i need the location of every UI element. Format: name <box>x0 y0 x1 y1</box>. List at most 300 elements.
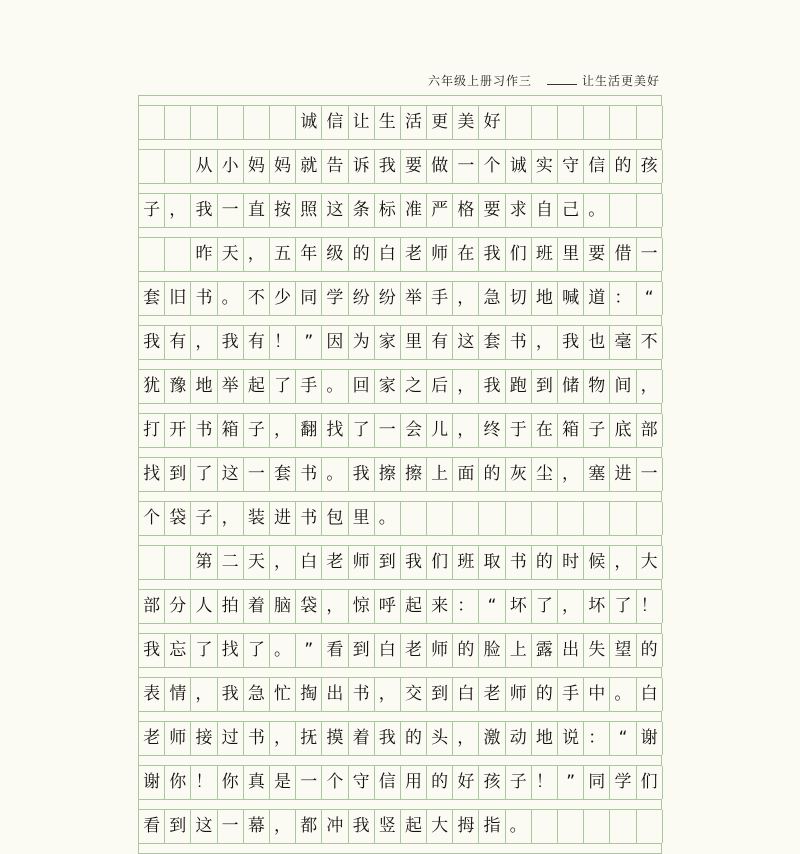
grid-cell <box>506 502 532 535</box>
grid-cell: 候 <box>584 546 610 579</box>
grid-cell: 我 <box>558 326 584 359</box>
grid-cell <box>637 194 663 227</box>
grid-cell: 箱 <box>218 414 244 447</box>
grid-cell: 了 <box>191 634 217 667</box>
grid-cell: 打 <box>139 414 165 447</box>
grid-cell <box>558 502 584 535</box>
writing-grid <box>138 95 662 854</box>
grid-cell: 格 <box>453 194 479 227</box>
grid-cell: 按 <box>270 194 296 227</box>
grid-cell: 二 <box>218 546 244 579</box>
grid-cell: 生 <box>375 106 401 139</box>
grid-cell: 标 <box>375 194 401 227</box>
grid-cell: ， <box>165 194 191 227</box>
grid-cell: 到 <box>165 458 191 491</box>
grid-cell: 信 <box>322 106 348 139</box>
grid-cell: 做 <box>427 150 453 183</box>
grid-cell: ” <box>296 634 322 667</box>
grid-cell: 道 <box>584 282 610 315</box>
grid-gap-row <box>138 227 662 238</box>
grid-cell: 个 <box>139 502 165 535</box>
grid-cell: 进 <box>610 458 636 491</box>
grid-cell: ， <box>453 722 479 755</box>
grid-cell <box>453 502 479 535</box>
grid-cell: 部 <box>637 414 663 447</box>
grid-cell: 求 <box>506 194 532 227</box>
grid-cell <box>139 546 165 579</box>
grid-cell <box>532 810 558 843</box>
grid-cell: 拍 <box>218 590 244 623</box>
grid-cell: 我 <box>479 238 505 271</box>
grid-cell: 们 <box>637 766 663 799</box>
grid-cell: 失 <box>584 634 610 667</box>
grid-cell: 部 <box>139 590 165 623</box>
grid-cell: 小 <box>218 150 244 183</box>
grid-cell <box>610 194 636 227</box>
grid-cell: ， <box>558 590 584 623</box>
grid-cell: 在 <box>532 414 558 447</box>
grid-cell <box>637 810 663 843</box>
grid-cell: 了 <box>244 634 270 667</box>
grid-cell: 有 <box>165 326 191 359</box>
grid-gap-row <box>138 799 662 810</box>
grid-cell <box>584 810 610 843</box>
grid-cell: 冲 <box>322 810 348 843</box>
grid-gap-row <box>138 623 662 634</box>
grid-cell: 子 <box>584 414 610 447</box>
grid-cell: “ <box>479 590 505 623</box>
grid-text-row <box>138 502 662 535</box>
grid-cell: 坏 <box>506 590 532 623</box>
grid-cell: 出 <box>558 634 584 667</box>
grid-cell: 出 <box>322 678 348 711</box>
grid-text-row <box>138 238 662 271</box>
grid-cell: 个 <box>322 766 348 799</box>
grid-cell: 白 <box>296 546 322 579</box>
grid-cell: 擦 <box>401 458 427 491</box>
grid-cell <box>532 502 558 535</box>
grid-cell: 袋 <box>296 590 322 623</box>
grid-cell <box>165 238 191 271</box>
grid-cell: 灰 <box>506 458 532 491</box>
grid-cell: 你 <box>165 766 191 799</box>
grid-cell: 的 <box>401 722 427 755</box>
grid-cell <box>139 150 165 183</box>
grid-cell: 信 <box>375 766 401 799</box>
grid-cell: 更 <box>427 106 453 139</box>
grid-gap-row <box>138 183 662 194</box>
grid-cell: 就 <box>296 150 322 183</box>
grid-cell: 进 <box>270 502 296 535</box>
grid-cell: 过 <box>218 722 244 755</box>
grid-cell: 从 <box>191 150 217 183</box>
grid-cell: 地 <box>532 282 558 315</box>
grid-cell: ！ <box>270 326 296 359</box>
grid-cell: 要 <box>584 238 610 271</box>
grid-cell: 脑 <box>270 590 296 623</box>
grid-cell: ” <box>296 326 322 359</box>
grid-cell <box>637 502 663 535</box>
grid-cell: 是 <box>270 766 296 799</box>
grid-cell: 师 <box>427 634 453 667</box>
grid-cell: 一 <box>637 238 663 271</box>
grid-cell: 诉 <box>349 150 375 183</box>
grid-cell: 的 <box>479 458 505 491</box>
grid-cell: 自 <box>532 194 558 227</box>
grid-cell: 拇 <box>453 810 479 843</box>
grid-cell: 惊 <box>349 590 375 623</box>
grid-text-row <box>138 546 662 579</box>
grid-text-row <box>138 810 662 843</box>
grid-cell: 头 <box>427 722 453 755</box>
grid-cell: 同 <box>296 282 322 315</box>
grid-cell <box>506 106 532 139</box>
grid-text-row <box>138 458 662 491</box>
grid-cell: 儿 <box>427 414 453 447</box>
grid-cell: 动 <box>506 722 532 755</box>
grid-cell: 我 <box>218 678 244 711</box>
grid-cell: 好 <box>453 766 479 799</box>
grid-cell: 的 <box>637 634 663 667</box>
grid-cell: 手 <box>558 678 584 711</box>
grid-text-row <box>138 370 662 403</box>
grid-cell: 起 <box>401 810 427 843</box>
grid-cell: 尘 <box>532 458 558 491</box>
grid-cell: 找 <box>139 458 165 491</box>
grid-cell: 妈 <box>244 150 270 183</box>
grid-cell: 天 <box>244 546 270 579</box>
grid-cell <box>637 106 663 139</box>
grid-cell: 书 <box>244 722 270 755</box>
grid-cell: 也 <box>584 326 610 359</box>
grid-cell: 摸 <box>322 722 348 755</box>
grid-cell: 诚 <box>296 106 322 139</box>
grid-cell: 我 <box>349 810 375 843</box>
grid-cell: 忘 <box>165 634 191 667</box>
grid-cell: 谢 <box>139 766 165 799</box>
grid-cell: 们 <box>506 238 532 271</box>
grid-cell: “ <box>637 282 663 315</box>
grid-cell: 毫 <box>610 326 636 359</box>
grid-cell: 天 <box>218 238 244 271</box>
grid-cell <box>610 106 636 139</box>
grid-cell: 抚 <box>296 722 322 755</box>
grid-cell: 因 <box>322 326 348 359</box>
grid-cell: 一 <box>218 194 244 227</box>
grid-cell: 这 <box>322 194 348 227</box>
grid-cell: 的 <box>349 238 375 271</box>
grid-cell <box>584 106 610 139</box>
grid-cell: 旧 <box>165 282 191 315</box>
grid-cell: 级 <box>322 238 348 271</box>
grid-text-row <box>138 766 662 799</box>
grid-cell: 翻 <box>296 414 322 447</box>
grid-cell: ！ <box>532 766 558 799</box>
grid-cell: 班 <box>532 238 558 271</box>
grid-cell: 我 <box>479 370 505 403</box>
grid-cell: 年 <box>296 238 322 271</box>
grid-gap-row <box>138 535 662 546</box>
grid-gap-row <box>138 579 662 590</box>
grid-cell: 有 <box>427 326 453 359</box>
grid-cell: 开 <box>165 414 191 447</box>
grid-cell: 会 <box>401 414 427 447</box>
grid-cell: ” <box>558 766 584 799</box>
grid-cell: 看 <box>139 810 165 843</box>
grid-cell: 到 <box>532 370 558 403</box>
grid-cell: 犹 <box>139 370 165 403</box>
grid-cell: 储 <box>558 370 584 403</box>
grid-gap-row <box>138 315 662 326</box>
grid-cell: 。 <box>218 282 244 315</box>
grid-cell: 我 <box>191 194 217 227</box>
grid-cell: 取 <box>479 546 505 579</box>
grid-cell: 掏 <box>296 678 322 711</box>
grid-cell: 幕 <box>244 810 270 843</box>
grid-cell: 举 <box>218 370 244 403</box>
grid-cell: 。 <box>322 458 348 491</box>
grid-cell: ， <box>610 546 636 579</box>
unit-label: 六年级上册习作三 <box>428 74 533 88</box>
grid-cell: ： <box>610 282 636 315</box>
grid-cell: ， <box>453 414 479 447</box>
grid-cell: 地 <box>191 370 217 403</box>
grid-cell: 豫 <box>165 370 191 403</box>
grid-cell: ， <box>270 546 296 579</box>
grid-cell: 底 <box>610 414 636 447</box>
grid-cell: 书 <box>296 502 322 535</box>
grid-cell <box>191 106 217 139</box>
grid-cell: 大 <box>637 546 663 579</box>
grid-cell: 回 <box>349 370 375 403</box>
grid-cell: 套 <box>270 458 296 491</box>
grid-text-row <box>138 326 662 359</box>
grid-cell: 面 <box>453 458 479 491</box>
grid-cell: 家 <box>375 370 401 403</box>
grid-cell: 要 <box>401 150 427 183</box>
grid-cell: 我 <box>375 722 401 755</box>
grid-text-row <box>138 106 662 139</box>
grid-cell: 老 <box>322 546 348 579</box>
grid-cell: 地 <box>532 722 558 755</box>
grid-cell <box>427 502 453 535</box>
grid-cell: ， <box>218 502 244 535</box>
grid-gap-row <box>138 843 662 854</box>
grid-cell: 诚 <box>506 150 532 183</box>
grid-cell: ， <box>453 282 479 315</box>
grid-cell: 白 <box>637 678 663 711</box>
grid-cell: 守 <box>558 150 584 183</box>
grid-text-row <box>138 634 662 667</box>
grid-cell: 指 <box>479 810 505 843</box>
grid-cell: 妈 <box>270 150 296 183</box>
grid-cell: 师 <box>427 238 453 271</box>
grid-cell: 手 <box>296 370 322 403</box>
grid-gap-row <box>138 403 662 414</box>
grid-cell: ： <box>584 722 610 755</box>
grid-cell: 白 <box>453 678 479 711</box>
grid-cell <box>139 238 165 271</box>
grid-text-row <box>138 282 662 315</box>
grid-cell: 个 <box>479 150 505 183</box>
grid-cell: 子 <box>244 414 270 447</box>
grid-cell: 。 <box>584 194 610 227</box>
grid-cell: 严 <box>427 194 453 227</box>
grid-cell: 表 <box>139 678 165 711</box>
grid-cell: ， <box>558 458 584 491</box>
grid-cell: 物 <box>584 370 610 403</box>
grid-cell <box>139 106 165 139</box>
grid-cell: 到 <box>165 810 191 843</box>
grid-cell: 了 <box>610 590 636 623</box>
grid-cell: 让 <box>349 106 375 139</box>
grid-cell: 谢 <box>637 722 663 755</box>
grid-cell: 。 <box>270 634 296 667</box>
grid-cell: 孩 <box>637 150 663 183</box>
grid-cell: 时 <box>558 546 584 579</box>
grid-cell <box>218 106 244 139</box>
grid-text-row <box>138 194 662 227</box>
grid-cell: 袋 <box>165 502 191 535</box>
grid-cell: 手 <box>427 282 453 315</box>
grid-cell: 白 <box>375 238 401 271</box>
grid-cell: 少 <box>270 282 296 315</box>
grid-cell: 大 <box>427 810 453 843</box>
grid-cell: 一 <box>218 810 244 843</box>
grid-cell: 的 <box>532 546 558 579</box>
grid-cell: 我 <box>349 458 375 491</box>
grid-cell: 坏 <box>584 590 610 623</box>
grid-cell: 家 <box>375 326 401 359</box>
grid-cell: 。 <box>322 370 348 403</box>
grid-cell: 同 <box>584 766 610 799</box>
grid-cell: 信 <box>584 150 610 183</box>
grid-cell: 喊 <box>558 282 584 315</box>
grid-cell: 你 <box>218 766 244 799</box>
grid-cell: ， <box>532 326 558 359</box>
grid-cell: 一 <box>375 414 401 447</box>
grid-cell: 激 <box>479 722 505 755</box>
grid-gap-row <box>138 359 662 370</box>
grid-cell: 举 <box>401 282 427 315</box>
grid-cell: 分 <box>165 590 191 623</box>
grid-cell: 在 <box>453 238 479 271</box>
grid-cell: 竖 <box>375 810 401 843</box>
grid-cell: 里 <box>349 502 375 535</box>
grid-gap-row <box>138 95 662 106</box>
grid-cell: 孩 <box>479 766 505 799</box>
grid-cell: 直 <box>244 194 270 227</box>
grid-cell: 老 <box>401 238 427 271</box>
grid-gap-row <box>138 711 662 722</box>
grid-cell: 告 <box>322 150 348 183</box>
grid-cell: 了 <box>191 458 217 491</box>
grid-cell: ， <box>270 722 296 755</box>
grid-cell: 脸 <box>479 634 505 667</box>
grid-cell: 照 <box>296 194 322 227</box>
grid-cell: 一 <box>637 458 663 491</box>
grid-text-row <box>138 414 662 447</box>
grid-cell: 露 <box>532 634 558 667</box>
grid-cell: 到 <box>375 546 401 579</box>
grid-gap-row <box>138 755 662 766</box>
grid-cell: 上 <box>506 634 532 667</box>
grid-cell: 里 <box>401 326 427 359</box>
grid-cell: 条 <box>349 194 375 227</box>
page-header <box>0 70 800 90</box>
grid-cell: 这 <box>218 458 244 491</box>
grid-cell: 不 <box>637 326 663 359</box>
grid-cell <box>401 502 427 535</box>
grid-cell: 间 <box>610 370 636 403</box>
grid-cell: 这 <box>191 810 217 843</box>
grid-cell <box>558 810 584 843</box>
grid-cell: 不 <box>244 282 270 315</box>
grid-cell: 起 <box>244 370 270 403</box>
grid-cell: 的 <box>427 766 453 799</box>
grid-gap-row <box>138 271 662 282</box>
grid-cell: 看 <box>322 634 348 667</box>
grid-cell: 装 <box>244 502 270 535</box>
grid-cell: 学 <box>610 766 636 799</box>
grid-cell: 套 <box>139 282 165 315</box>
grid-cell: 为 <box>349 326 375 359</box>
grid-cell: 塞 <box>584 458 610 491</box>
grid-gap-row <box>138 447 662 458</box>
grid-cell: 学 <box>322 282 348 315</box>
grid-cell: 美 <box>453 106 479 139</box>
grid-cell: 书 <box>191 282 217 315</box>
grid-cell: 守 <box>349 766 375 799</box>
grid-cell: 活 <box>401 106 427 139</box>
grid-cell: 人 <box>191 590 217 623</box>
grid-cell: 了 <box>532 590 558 623</box>
grid-cell: 子 <box>139 194 165 227</box>
grid-cell: ， <box>453 370 479 403</box>
grid-cell: 到 <box>349 634 375 667</box>
grid-cell <box>610 502 636 535</box>
grid-cell: 说 <box>558 722 584 755</box>
grid-cell: ， <box>191 326 217 359</box>
grid-cell: 己 <box>558 194 584 227</box>
grid-cell: 一 <box>296 766 322 799</box>
grid-cell: 都 <box>296 810 322 843</box>
grid-cell: 后 <box>427 370 453 403</box>
grid-cell: ， <box>322 590 348 623</box>
grid-cell: 我 <box>401 546 427 579</box>
grid-cell: 书 <box>191 414 217 447</box>
grid-cell: 昨 <box>191 238 217 271</box>
grid-cell: 班 <box>453 546 479 579</box>
grid-cell: 着 <box>349 722 375 755</box>
grid-cell: 交 <box>401 678 427 711</box>
grid-cell: 找 <box>322 414 348 447</box>
grid-cell <box>165 150 191 183</box>
grid-cell: 中 <box>584 678 610 711</box>
grid-cell: 纷 <box>375 282 401 315</box>
grid-cell: 书 <box>349 678 375 711</box>
grid-cell: 书 <box>296 458 322 491</box>
grid-cell: 白 <box>375 634 401 667</box>
grid-cell: 老 <box>401 634 427 667</box>
grid-cell: 。 <box>375 502 401 535</box>
header-blank-line <box>547 84 577 85</box>
grid-cell: 上 <box>427 458 453 491</box>
grid-cell: 接 <box>191 722 217 755</box>
grid-cell: 套 <box>479 326 505 359</box>
grid-cell: 于 <box>506 414 532 447</box>
grid-cell: 们 <box>427 546 453 579</box>
